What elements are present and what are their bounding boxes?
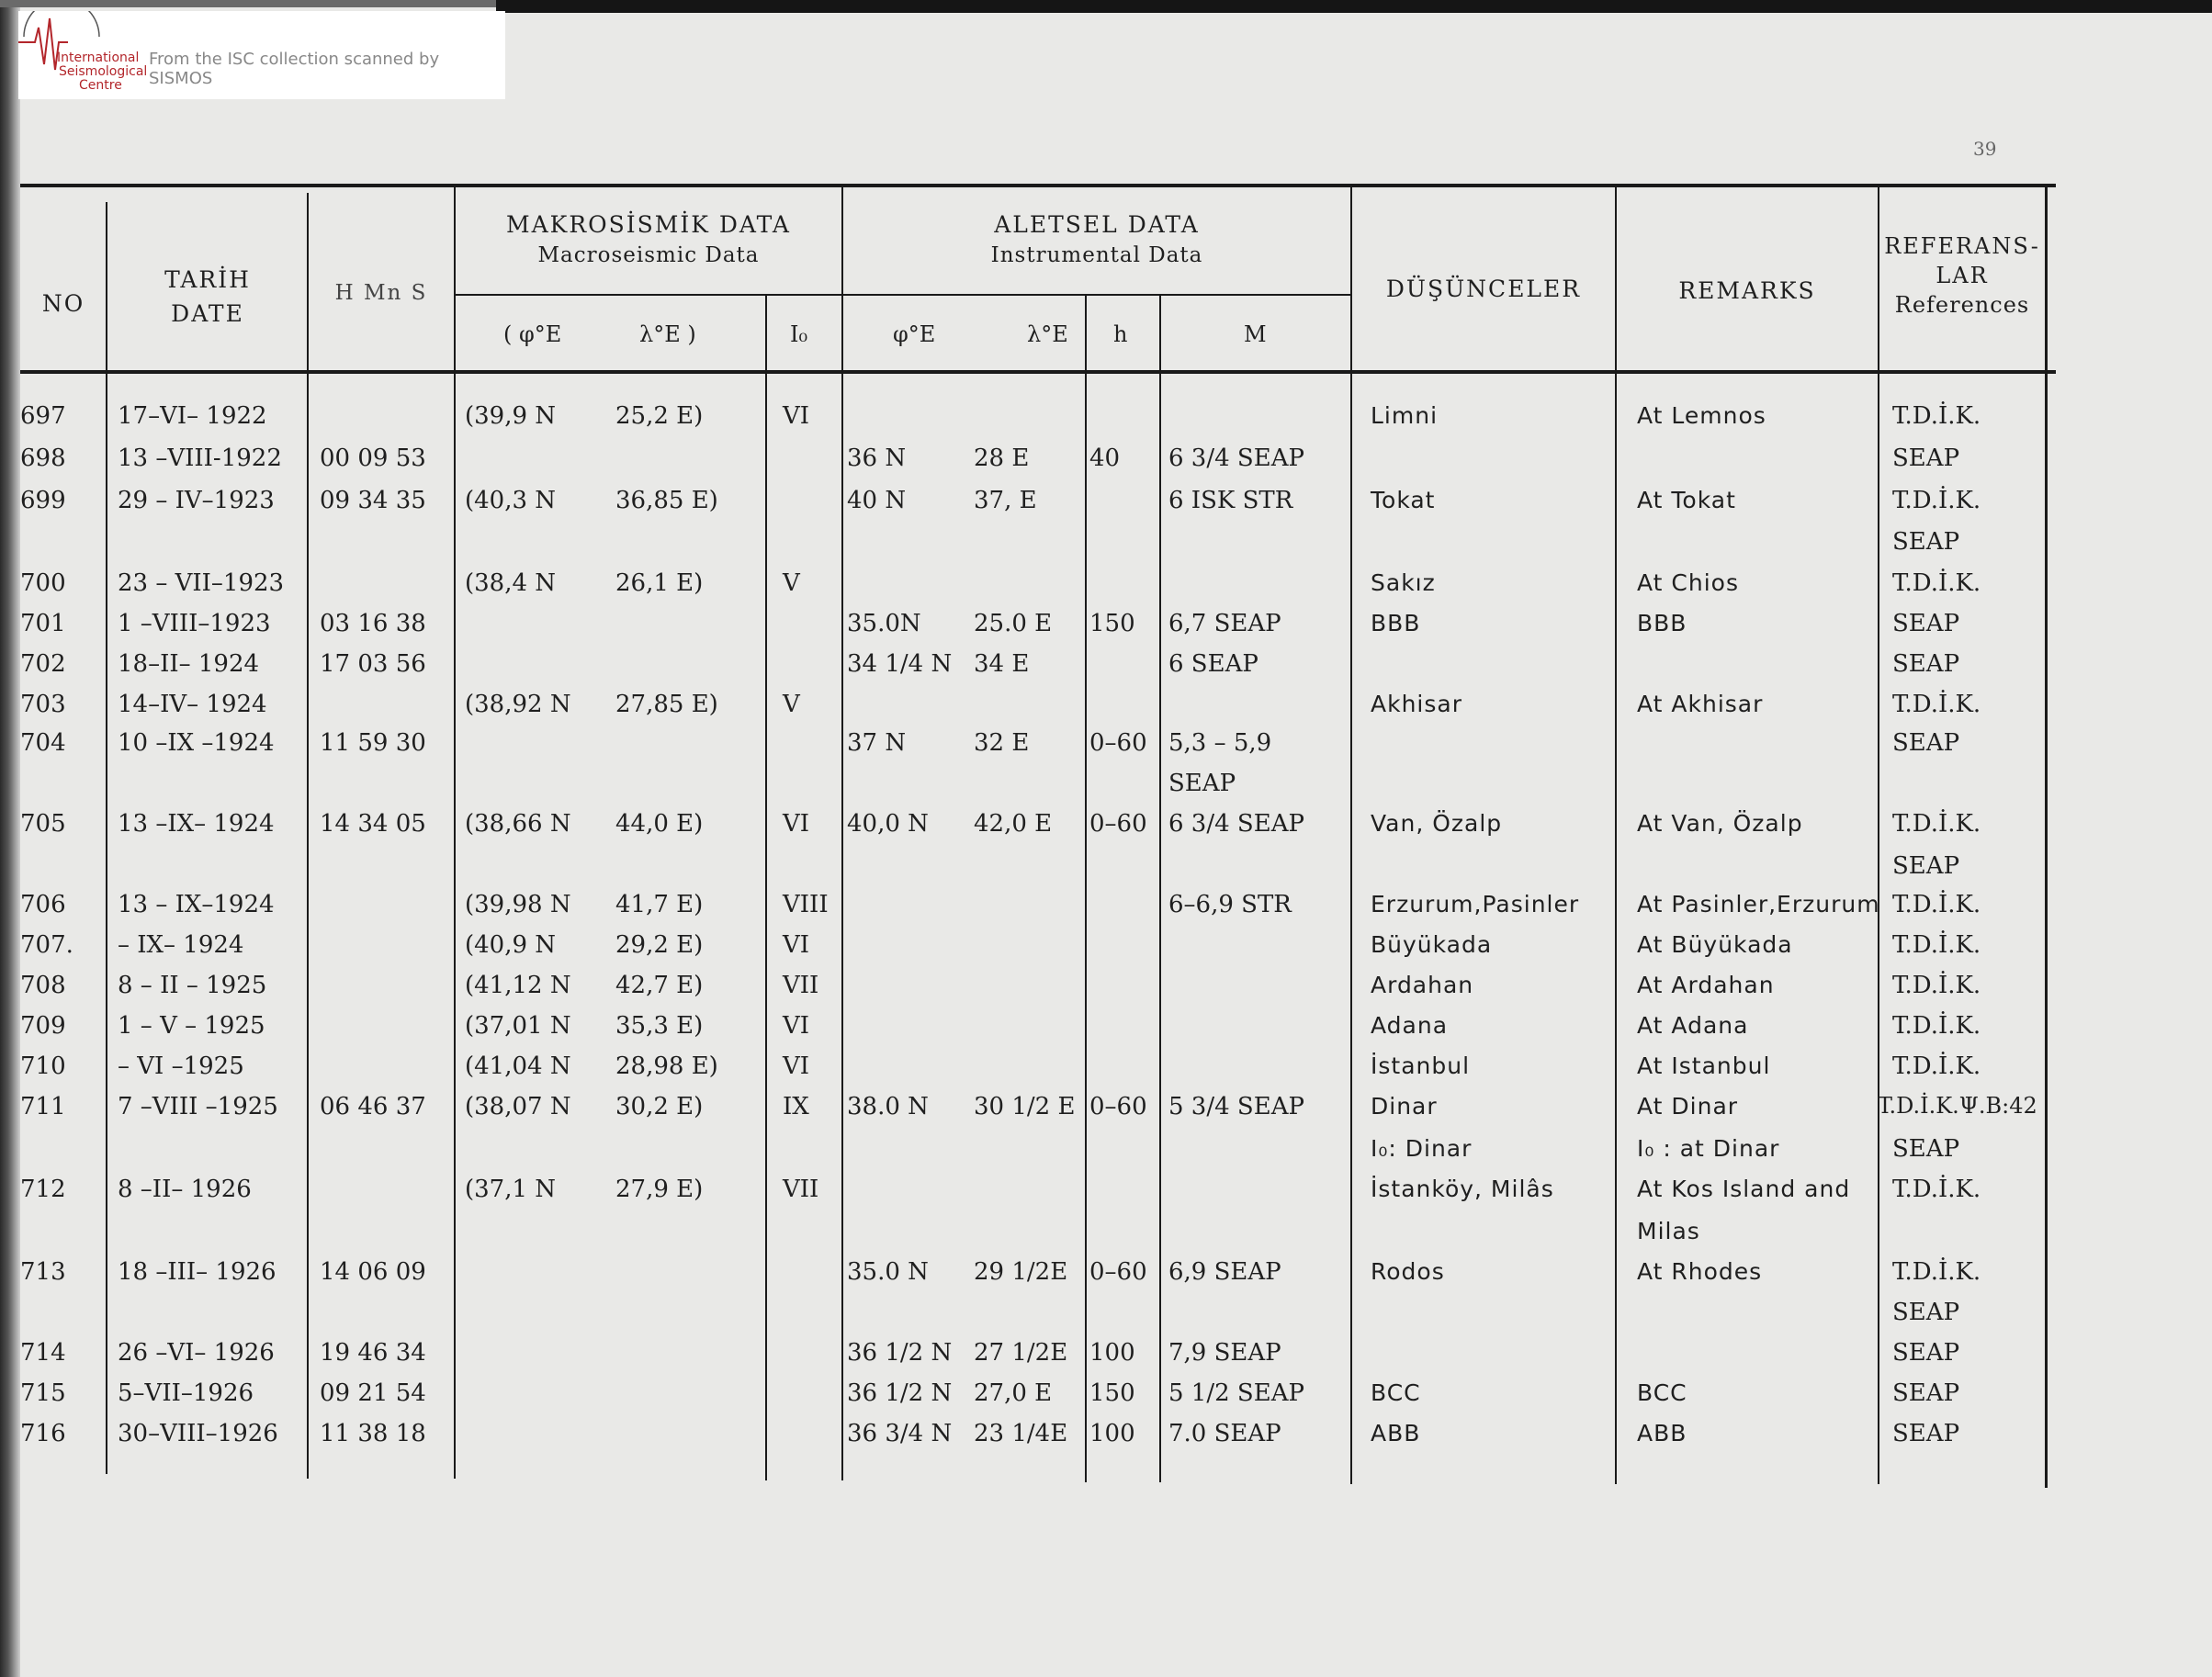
cell-magnitude: 6 3/4 SEAP — [1168, 445, 1304, 472]
cell-instr-lon: 32 E — [974, 729, 1030, 757]
header-ref-line3: References — [1894, 292, 2030, 318]
cell-macro-lat: (41,12 N — [465, 972, 571, 999]
header-remarks: REMARKS — [1678, 277, 1816, 304]
cell-intensity: VI — [783, 1052, 810, 1080]
header-m: M — [1244, 321, 1267, 347]
cell-intensity: V — [783, 691, 800, 718]
header-dusunceler: DÜŞÜNCELER — [1385, 276, 1582, 302]
cell-intensity: IX — [783, 1093, 809, 1120]
col-rule — [454, 184, 456, 1479]
cell-dusunceler: Tokat — [1371, 487, 1436, 513]
cell-no: 704 — [20, 729, 66, 757]
cell-date: 13 –VIII-1922 — [118, 445, 282, 472]
cell-time: 09 21 54 — [320, 1379, 426, 1407]
cell-dusunceler: Akhisar — [1371, 691, 1462, 717]
cell-dusunceler: Dinar — [1371, 1093, 1438, 1120]
cell-macro-lon: 41,7 E) — [615, 891, 704, 918]
cell-magnitude: 6 3/4 SEAP — [1168, 810, 1304, 838]
cell-no: 714 — [20, 1339, 66, 1367]
header-instr-lat: φ°E — [893, 321, 936, 347]
cell-remarks: At Chios — [1637, 569, 1739, 596]
cell-macro-lat: (38,66 N — [465, 810, 571, 838]
cell-dusunceler: Sakız — [1371, 569, 1436, 596]
cell-time: 03 16 38 — [320, 610, 426, 637]
cell-intensity: VI — [783, 402, 810, 430]
cell-reference: SEAP — [1892, 650, 1960, 678]
cell-no: 716 — [20, 1420, 66, 1447]
cell-remarks: BCC — [1637, 1379, 1687, 1406]
cell-date: 13 – IX–1924 — [118, 891, 275, 918]
cell-reference: SEAP — [1892, 852, 1960, 880]
cell-time: 11 59 30 — [320, 729, 426, 757]
cell-remarks: At Kos Island and — [1637, 1176, 1851, 1202]
cell-magnitude: 6–6,9 STR — [1168, 891, 1292, 918]
isc-banner — [18, 11, 505, 99]
cell-reference: SEAP — [1892, 1339, 1960, 1367]
header-instr-lon: λ°E — [1027, 321, 1068, 347]
cell-time: 14 34 05 — [320, 810, 426, 838]
cell-reference: T.D.İ.K. — [1892, 891, 1981, 918]
cell-no: 715 — [20, 1379, 66, 1407]
header-macro-en: Macroseismic Data — [537, 243, 760, 267]
cell-magnitude: 7.0 SEAP — [1168, 1420, 1281, 1447]
cell-remarks: At Akhisar — [1637, 691, 1764, 717]
cell-instr-lon: 30 1/2 E — [974, 1093, 1076, 1120]
cell-reference: SEAP — [1892, 1420, 1960, 1447]
cell-reference: SEAP — [1892, 1135, 1960, 1163]
cell-reference: SEAP — [1892, 445, 1960, 472]
cell-no: 699 — [20, 487, 66, 514]
cell-intensity: VI — [783, 810, 810, 838]
cell-macro-lon: 27,9 E) — [615, 1176, 704, 1203]
cell-time: 00 09 53 — [320, 445, 426, 472]
cell-date: – IX– 1924 — [118, 931, 244, 959]
cell-intensity: VI — [783, 1012, 810, 1040]
cell-magnitude: 6,7 SEAP — [1168, 610, 1281, 637]
cell-remarks: I₀ : at Dinar — [1637, 1135, 1780, 1162]
cell-dusunceler: Van, Özalp — [1371, 810, 1503, 837]
cell-depth: 40 — [1089, 445, 1121, 472]
col-rule — [765, 296, 767, 1480]
cell-intensity: V — [783, 569, 800, 597]
cell-macro-lat: (39,9 N — [465, 402, 557, 430]
cell-instr-lat: 35.0N — [847, 610, 921, 637]
header-h: h — [1113, 321, 1128, 347]
col-rule — [1878, 184, 1879, 1484]
col-rule — [1085, 296, 1087, 1482]
header-no: NO — [41, 290, 85, 317]
cell-macro-lon: 25,2 E) — [615, 402, 704, 430]
cell-macro-lon: 26,1 E) — [615, 569, 704, 597]
cell-macro-lat: (38,4 N — [465, 569, 557, 597]
cell-dusunceler: İstanbul — [1371, 1052, 1471, 1079]
header-instr-tr: ALETSEL DATA — [994, 211, 1200, 238]
cell-remarks: At Ardahan — [1637, 972, 1775, 998]
col-rule — [307, 193, 309, 1479]
cell-instr-lat: 36 3/4 N — [847, 1420, 953, 1447]
scan-edge-shadow — [0, 0, 20, 1677]
cell-date: 7 –VIII –1925 — [118, 1093, 278, 1120]
header-references — [1879, 231, 2045, 320]
cell-reference: T.D.İ.K. — [1892, 810, 1981, 838]
cell-magnitude: 5 1/2 SEAP — [1168, 1379, 1304, 1407]
cell-date: 30–VIII–1926 — [118, 1420, 278, 1447]
cell-no: 711 — [20, 1093, 66, 1120]
cell-macro-lat: (38,07 N — [465, 1093, 571, 1120]
header-tarih — [108, 266, 307, 327]
cell-intensity: VIII — [783, 891, 829, 918]
cell-instr-lon: 25.0 E — [974, 610, 1053, 637]
cell-magnitude: SEAP — [1168, 770, 1236, 797]
scan-edge-top — [0, 0, 496, 7]
cell-time: 14 06 09 — [320, 1258, 426, 1286]
cell-dusunceler: Limni — [1371, 402, 1439, 429]
cell-date: 8 –II– 1926 — [118, 1176, 252, 1203]
header-macro-lon: λ°E ) — [639, 321, 696, 347]
cell-date: 5–VII–1926 — [118, 1379, 254, 1407]
cell-time: 06 46 37 — [320, 1093, 426, 1120]
cell-dusunceler: BBB — [1371, 610, 1421, 636]
cell-date: 13 –IX– 1924 — [118, 810, 275, 838]
cell-instr-lon: 34 E — [974, 650, 1030, 678]
cell-dusunceler: ABB — [1371, 1420, 1421, 1446]
cell-remarks: At Dinar — [1637, 1093, 1739, 1120]
cell-date: 26 –VI– 1926 — [118, 1339, 275, 1367]
cell-macro-lon: 42,7 E) — [615, 972, 704, 999]
cell-date: 1 –VIII–1923 — [118, 610, 271, 637]
cell-magnitude: 6,9 SEAP — [1168, 1258, 1281, 1286]
cell-reference: T.D.İ.K. — [1892, 931, 1981, 959]
cell-depth: 100 — [1089, 1420, 1135, 1447]
cell-time: 19 46 34 — [320, 1339, 426, 1367]
scan-edge-top-dark — [496, 0, 2212, 13]
cell-depth: 0–60 — [1089, 1093, 1147, 1120]
col-rule — [1615, 184, 1617, 1484]
cell-remarks: At Adana — [1637, 1012, 1749, 1039]
header-macro — [456, 211, 841, 267]
cell-magnitude: 5,3 – 5,9 — [1168, 729, 1272, 757]
cell-magnitude: 7,9 SEAP — [1168, 1339, 1281, 1367]
cell-reference: SEAP — [1892, 528, 1960, 556]
cell-instr-lat: 36 N — [847, 445, 907, 472]
cell-no: 703 — [20, 691, 66, 718]
cell-no: 712 — [20, 1176, 66, 1203]
col-rule — [106, 202, 107, 1474]
banner-note: From the ISC collection scanned by SISMOS — [149, 50, 440, 88]
cell-remarks: At Rhodes — [1637, 1258, 1763, 1285]
cell-instr-lat: 34 1/4 N — [847, 650, 953, 678]
cell-dusunceler: I₀: Dinar — [1371, 1135, 1473, 1162]
cell-no: 706 — [20, 891, 66, 918]
cell-magnitude: 6 ISK STR — [1168, 487, 1293, 514]
col-rule — [1350, 184, 1352, 1484]
header-ref-line2: LAR — [1936, 263, 1989, 288]
cell-remarks: At Van, Özalp — [1637, 810, 1803, 837]
cell-date: 23 – VII–1923 — [118, 569, 285, 597]
cell-macro-lat: (38,92 N — [465, 691, 571, 718]
cell-reference: T.D.İ.K. — [1892, 1052, 1981, 1080]
cell-instr-lon: 37, E — [974, 487, 1037, 514]
cell-reference: SEAP — [1892, 729, 1960, 757]
cell-date: 29 – IV–1923 — [118, 487, 275, 514]
isc-logo — [18, 11, 156, 99]
cell-dusunceler: Erzurum,Pasinler — [1371, 891, 1580, 917]
logo-line-2: Seismological — [59, 64, 148, 79]
header-date-en: DATE — [171, 300, 244, 327]
cell-no: 698 — [20, 445, 66, 472]
cell-instr-lon: 29 1/2E — [974, 1258, 1068, 1286]
header-tarih-tr: TARİH — [164, 266, 251, 293]
cell-depth: 150 — [1089, 610, 1135, 637]
cell-no: 710 — [20, 1052, 66, 1080]
isc-logo-text — [57, 51, 147, 93]
cell-date: 18 –III– 1926 — [118, 1258, 276, 1286]
cell-depth: 0–60 — [1089, 729, 1147, 757]
cell-date: 1 – V – 1925 — [118, 1012, 265, 1040]
cell-reference: T.D.İ.K. — [1892, 1012, 1981, 1040]
cell-time: 11 38 18 — [320, 1420, 426, 1447]
cell-intensity: VI — [783, 931, 810, 959]
cell-no: 709 — [20, 1012, 66, 1040]
col-rule — [1159, 296, 1161, 1482]
cell-reference: T.D.İ.K. — [1892, 402, 1981, 430]
logo-line-3: Centre — [79, 78, 122, 93]
cell-macro-lon: 28,98 E) — [615, 1052, 718, 1080]
cell-macro-lat: (40,9 N — [465, 931, 557, 959]
page-number: 39 — [1973, 138, 1997, 160]
cell-macro-lon: 35,3 E) — [615, 1012, 704, 1040]
cell-reference: T.D.İ.K.Ψ.B:42 — [1878, 1093, 2037, 1119]
table-top-rule — [20, 184, 2056, 187]
cell-macro-lat: (37,1 N — [465, 1176, 557, 1203]
cell-no: 702 — [20, 650, 66, 678]
cell-no: 697 — [20, 402, 66, 430]
cell-magnitude: 5 3/4 SEAP — [1168, 1093, 1304, 1120]
header-hms: H Mn S — [334, 281, 428, 305]
header-io: I₀ — [790, 321, 808, 347]
logo-line-1: International — [57, 51, 140, 65]
cell-reference: SEAP — [1892, 1379, 1960, 1407]
cell-time: 09 34 35 — [320, 487, 426, 514]
header-macro-lat: ( φ°E — [503, 321, 562, 347]
col-rule — [841, 184, 843, 1480]
cell-reference: SEAP — [1892, 1299, 1960, 1326]
header-instr-en: Instrumental Data — [990, 243, 1203, 267]
cell-remarks: Milas — [1637, 1218, 1700, 1244]
cell-depth: 150 — [1089, 1379, 1135, 1407]
cell-time: 17 03 56 — [320, 650, 426, 678]
cell-date: 10 –IX –1924 — [118, 729, 275, 757]
cell-no: 705 — [20, 810, 66, 838]
header-instr — [843, 211, 1350, 267]
cell-instr-lat: 38.0 N — [847, 1093, 929, 1120]
cell-reference: T.D.İ.K. — [1892, 1176, 1981, 1203]
cell-remarks: At Tokat — [1637, 487, 1736, 513]
cell-remarks: At Istanbul — [1637, 1052, 1771, 1079]
cell-macro-lat: (41,04 N — [465, 1052, 571, 1080]
cell-reference: SEAP — [1892, 610, 1960, 637]
table-subheader-rule — [454, 294, 1350, 296]
cell-date: – VI –1925 — [118, 1052, 244, 1080]
cell-instr-lat: 37 N — [847, 729, 907, 757]
cell-reference: T.D.İ.K. — [1892, 972, 1981, 999]
cell-macro-lat: (40,3 N — [465, 487, 557, 514]
cell-no: 713 — [20, 1258, 66, 1286]
cell-reference: T.D.İ.K. — [1892, 569, 1981, 597]
cell-reference: T.D.İ.K. — [1892, 487, 1981, 514]
cell-macro-lon: 36,85 E) — [615, 487, 718, 514]
cell-instr-lon: 28 E — [974, 445, 1030, 472]
cell-depth: 0–60 — [1089, 1258, 1147, 1286]
header-macro-tr: MAKROSİSMİK DATA — [506, 211, 791, 238]
cell-remarks: At Pasinler,Erzurum — [1637, 891, 1880, 917]
cell-magnitude: 6 SEAP — [1168, 650, 1258, 678]
cell-no: 708 — [20, 972, 66, 999]
cell-depth: 0–60 — [1089, 810, 1147, 838]
cell-intensity: VII — [783, 972, 819, 999]
cell-depth: 100 — [1089, 1339, 1135, 1367]
cell-remarks: ABB — [1637, 1420, 1687, 1446]
cell-reference: T.D.İ.K. — [1892, 691, 1981, 718]
cell-macro-lon: 30,2 E) — [615, 1093, 704, 1120]
cell-dusunceler: Ardahan — [1371, 972, 1474, 998]
table-header-bottom-rule — [20, 370, 2056, 374]
cell-intensity: VII — [783, 1176, 819, 1203]
cell-instr-lat: 40 N — [847, 487, 907, 514]
cell-remarks: At Lemnos — [1637, 402, 1766, 429]
cell-instr-lat: 36 1/2 N — [847, 1339, 953, 1367]
cell-remarks: BBB — [1637, 610, 1687, 636]
cell-dusunceler: Rodos — [1371, 1258, 1445, 1285]
table-right-rule — [2045, 184, 2048, 1488]
cell-instr-lat: 36 1/2 N — [847, 1379, 953, 1407]
cell-dusunceler: Adana — [1371, 1012, 1449, 1039]
cell-instr-lat: 40,0 N — [847, 810, 929, 838]
cell-no: 707. — [20, 931, 73, 959]
cell-instr-lat: 35.0 N — [847, 1258, 929, 1286]
cell-reference: T.D.İ.K. — [1892, 1258, 1981, 1286]
header-ref-line1: REFERANS- — [1884, 233, 2040, 259]
cell-remarks: At Büyükada — [1637, 931, 1793, 958]
cell-dusunceler: Büyükada — [1371, 931, 1493, 958]
cell-macro-lat: (39,98 N — [465, 891, 571, 918]
cell-instr-lon: 23 1/4E — [974, 1420, 1068, 1447]
cell-no: 701 — [20, 610, 66, 637]
cell-instr-lon: 42,0 E — [974, 810, 1053, 838]
cell-instr-lon: 27 1/2E — [974, 1339, 1068, 1367]
cell-date: 8 – II – 1925 — [118, 972, 267, 999]
cell-macro-lon: 44,0 E) — [615, 810, 704, 838]
cell-macro-lon: 27,85 E) — [615, 691, 718, 718]
cell-dusunceler: BCC — [1371, 1379, 1421, 1406]
cell-macro-lat: (37,01 N — [465, 1012, 571, 1040]
cell-date: 17–VI– 1922 — [118, 402, 267, 430]
cell-dusunceler: İstanköy, Milâs — [1371, 1176, 1554, 1202]
cell-date: 14–IV– 1924 — [118, 691, 267, 718]
cell-date: 18–II– 1924 — [118, 650, 260, 678]
cell-instr-lon: 27,0 E — [974, 1379, 1053, 1407]
cell-no: 700 — [20, 569, 66, 597]
cell-macro-lon: 29,2 E) — [615, 931, 704, 959]
